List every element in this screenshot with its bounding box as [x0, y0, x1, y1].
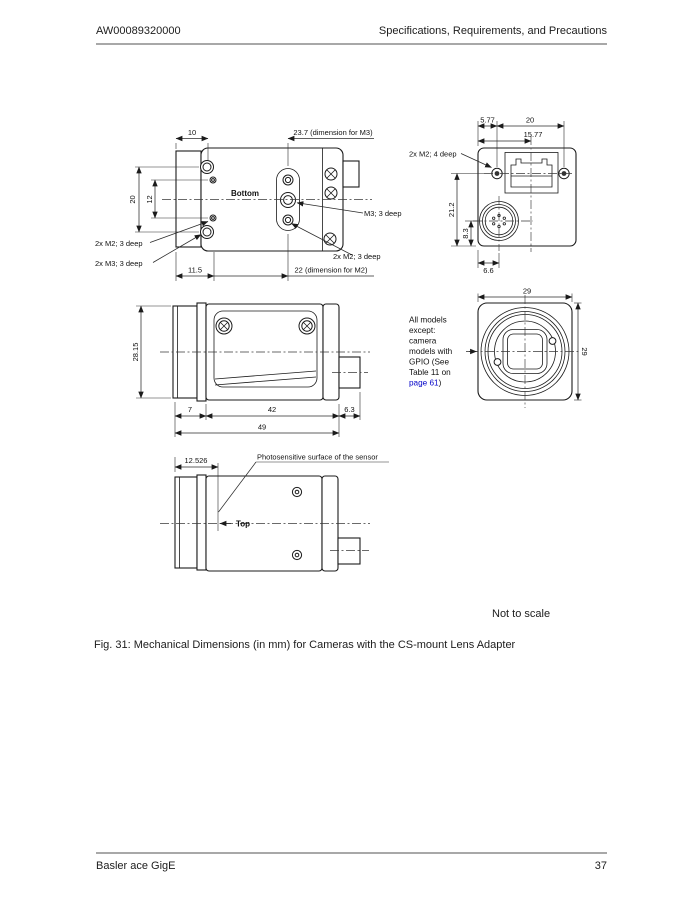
dim-label: 8.3 — [461, 228, 470, 239]
dim-label: 22 (dimension for M2) — [294, 265, 368, 275]
dim-label: 23.7 (dimension for M3) — [293, 128, 373, 137]
mounting-hole-m2 — [210, 215, 216, 221]
header-section-title: Specifications, Requirements, and Precautions — [378, 25, 607, 37]
figure-caption: Fig. 31: Mechanical Dimensions (in mm) for Cameras with the CS-mount Lens Adapter — [94, 639, 516, 651]
mounting-hole-m2 — [210, 177, 216, 183]
note-line — [409, 379, 442, 388]
dim-label: 42 — [267, 405, 277, 414]
header-doc-id: AW00089320000 — [96, 25, 181, 37]
dim-label: 29 — [522, 286, 532, 296]
dim-label: 5.77 — [480, 115, 495, 125]
view-label: Top — [236, 519, 251, 529]
dim-label: 20 — [128, 195, 137, 204]
dim-label: 10 — [187, 128, 197, 137]
dim-label: 20 — [525, 115, 535, 125]
callout-label: 2x M2; 3 deep — [333, 252, 381, 261]
dim-label: 15.77 — [523, 130, 543, 139]
screw-icon — [325, 168, 337, 180]
screw-hole — [292, 487, 301, 496]
note-line: Table 11 on — [409, 368, 451, 377]
mounting-hole-m3 — [281, 193, 296, 208]
screw-icon — [325, 187, 337, 199]
page-61-link[interactable]: page 61 — [409, 378, 439, 388]
note-line: except: — [409, 326, 436, 335]
note-suffix: ) — [438, 378, 442, 388]
mount-pin-hole — [494, 359, 501, 366]
connector-stub — [343, 161, 359, 187]
back-view-drawing — [409, 116, 576, 276]
bottom-view-drawing — [95, 128, 402, 281]
screw-icon — [299, 318, 315, 334]
side-view-drawing — [131, 303, 370, 437]
lens-barrel-outline — [175, 477, 197, 568]
lens-flange-outline — [176, 151, 201, 247]
note-line: models with — [409, 347, 453, 356]
dim-label: 11.5 — [187, 265, 203, 275]
dim-label: 29 — [580, 347, 589, 356]
front-view-drawing — [409, 287, 589, 409]
mount-pin-hole — [549, 338, 556, 345]
dim-label: 6.3 — [344, 405, 355, 414]
not-to-scale-note: Not to scale — [492, 608, 551, 620]
connector-stub — [338, 538, 360, 564]
callout-label: 2x M2; 3 deep — [95, 239, 143, 248]
dim-label: 6.6 — [483, 266, 494, 275]
footer-rule — [96, 852, 607, 854]
dim-label: 28.15 — [131, 342, 140, 362]
applicability-note — [409, 316, 477, 388]
screw-hole — [292, 550, 301, 559]
mounting-hole-m3 — [201, 226, 214, 239]
footer-product-name: Basler ace GigE — [96, 860, 176, 872]
note-line: camera — [409, 336, 437, 346]
note-line: GPIO (See — [409, 357, 450, 367]
callout-label: Photosensitive surface of the sensor — [257, 452, 378, 462]
note-line: All models — [409, 315, 447, 325]
dim-label: 21.2 — [447, 202, 456, 218]
view-label: Bottom — [231, 189, 259, 198]
dim-label: 12.526 — [184, 456, 208, 465]
top-view-drawing — [160, 453, 389, 572]
callout-label: M3; 3 deep — [364, 209, 402, 218]
dim-label: 7 — [187, 405, 193, 414]
mounting-hole-m2 — [283, 175, 293, 185]
dim-label: 12 — [145, 195, 154, 204]
footer-page-number: 37 — [594, 860, 607, 872]
mounting-hole-m3 — [201, 161, 214, 174]
callout-label: 2x M3; 3 deep — [95, 259, 143, 268]
dim-label: 49 — [257, 422, 267, 432]
callout-label: 2x M2; 4 deep — [409, 149, 457, 159]
lens-flange-outline — [197, 475, 206, 570]
screw-icon — [216, 318, 232, 334]
